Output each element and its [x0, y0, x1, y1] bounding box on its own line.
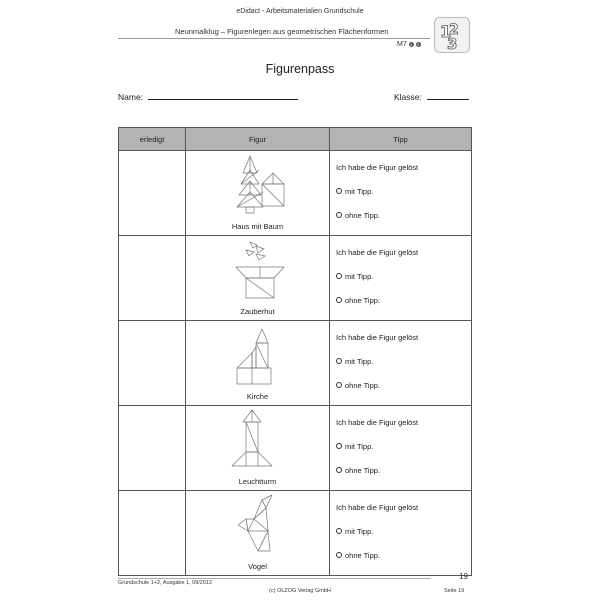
bird-figure-icon: [186, 491, 330, 571]
without-tip-option[interactable]: ohne Tipp.: [336, 466, 471, 490]
with-tip-option[interactable]: mit Tipp.: [336, 187, 471, 211]
tipp-cell: [330, 151, 472, 236]
radio-icon[interactable]: [336, 467, 342, 473]
tipp-cell: [330, 406, 472, 491]
table-row: [119, 236, 472, 321]
klasse-fill-line[interactable]: [427, 91, 469, 100]
svg-text:3: 3: [447, 35, 458, 53]
footer-edition: Grundschule 1+2, Ausgabe 1, 09/2012: [118, 580, 213, 586]
lighthouse-figure-icon: [186, 406, 330, 486]
solved-text: Ich habe die Figur gelöst: [336, 163, 419, 172]
name-label: Name:: [118, 92, 144, 102]
header-subtitle: Neunmalklug – Figurenlegen aus geometrischen Flächenformen: [175, 27, 389, 36]
radio-icon[interactable]: [336, 188, 342, 194]
erledigt-cell[interactable]: [119, 321, 186, 406]
table-row: [119, 406, 472, 491]
table-row: [119, 491, 472, 576]
without-tip-option[interactable]: ohne Tipp.: [336, 211, 471, 235]
radio-icon[interactable]: [336, 273, 342, 279]
erledigt-cell[interactable]: [119, 406, 186, 491]
radio-icon[interactable]: [336, 297, 342, 303]
erledigt-cell[interactable]: [119, 151, 186, 236]
house-with-tree-figure-icon: [186, 151, 330, 231]
solved-text: Ich habe die Figur gelöst: [336, 418, 419, 427]
material-code-label: M7: [397, 41, 407, 48]
footer-publisher: (c) OLZOG Verlag GmbH: [269, 588, 331, 594]
level-2-icon: 2: [417, 41, 420, 47]
svg-text:1: 1: [440, 22, 452, 41]
radio-icon[interactable]: [336, 382, 342, 388]
column-header-figur: Figur: [186, 128, 330, 151]
name-fill-line[interactable]: [148, 91, 298, 100]
without-tip-option[interactable]: ohne Tipp.: [336, 296, 471, 320]
with-tip-option[interactable]: mit Tipp.: [336, 442, 471, 466]
table-row: [119, 151, 472, 236]
figure-label: Zauberhut: [240, 307, 275, 316]
klasse-field: [394, 91, 469, 102]
figure-cell: [186, 406, 330, 491]
numbers-logo-icon: [434, 17, 470, 53]
figure-cell: [186, 236, 330, 321]
material-code: [397, 41, 421, 48]
with-tip-option[interactable]: mit Tipp.: [336, 527, 471, 551]
figure-cell: [186, 321, 330, 406]
name-field: [118, 91, 298, 102]
figure-label: Haus mit Baum: [231, 222, 284, 231]
erledigt-cell[interactable]: [119, 491, 186, 576]
footer-divider: [118, 578, 430, 579]
level-1-icon: 1: [410, 41, 413, 47]
figure-pass-table: [118, 127, 472, 576]
with-tip-option[interactable]: mit Tipp.: [336, 357, 471, 381]
page-number: 19: [459, 572, 468, 581]
svg-text:2: 2: [449, 22, 459, 38]
church-figure-icon: [186, 321, 330, 401]
without-tip-option[interactable]: ohne Tipp.: [336, 551, 471, 575]
figure-label: Kirche: [246, 392, 269, 401]
figure-label: Vogel: [248, 562, 267, 571]
magic-hat-figure-icon: [186, 236, 330, 316]
tipp-cell: [330, 491, 472, 576]
column-header-erledigt: erledigt: [119, 128, 186, 151]
header-divider: [118, 38, 430, 39]
column-header-tipp: Tipp: [330, 128, 472, 151]
solved-text: Ich habe die Figur gelöst: [336, 503, 419, 512]
solved-text: Ich habe die Figur gelöst: [336, 333, 419, 342]
radio-icon[interactable]: [336, 552, 342, 558]
radio-icon[interactable]: [336, 528, 342, 534]
erledigt-cell[interactable]: [119, 236, 186, 321]
footer-seite: Seite 19: [444, 588, 465, 594]
tipp-cell: [330, 236, 472, 321]
table-row: [119, 321, 472, 406]
figure-label: Leuchtturm: [238, 477, 277, 486]
header-publisher: eDidact - Arbeitsmaterialien Grundschule: [236, 8, 364, 15]
figure-cell: [186, 151, 330, 236]
radio-icon[interactable]: [336, 212, 342, 218]
solved-text: Ich habe die Figur gelöst: [336, 248, 419, 257]
table-header-row: [119, 128, 472, 151]
klasse-label: Klasse:: [394, 92, 422, 102]
with-tip-option[interactable]: mit Tipp.: [336, 272, 471, 296]
figure-cell: [186, 491, 330, 576]
tipp-cell: [330, 321, 472, 406]
without-tip-option[interactable]: ohne Tipp.: [336, 381, 471, 405]
radio-icon[interactable]: [336, 443, 342, 449]
page-title: Figurenpass: [265, 62, 335, 76]
radio-icon[interactable]: [336, 358, 342, 364]
